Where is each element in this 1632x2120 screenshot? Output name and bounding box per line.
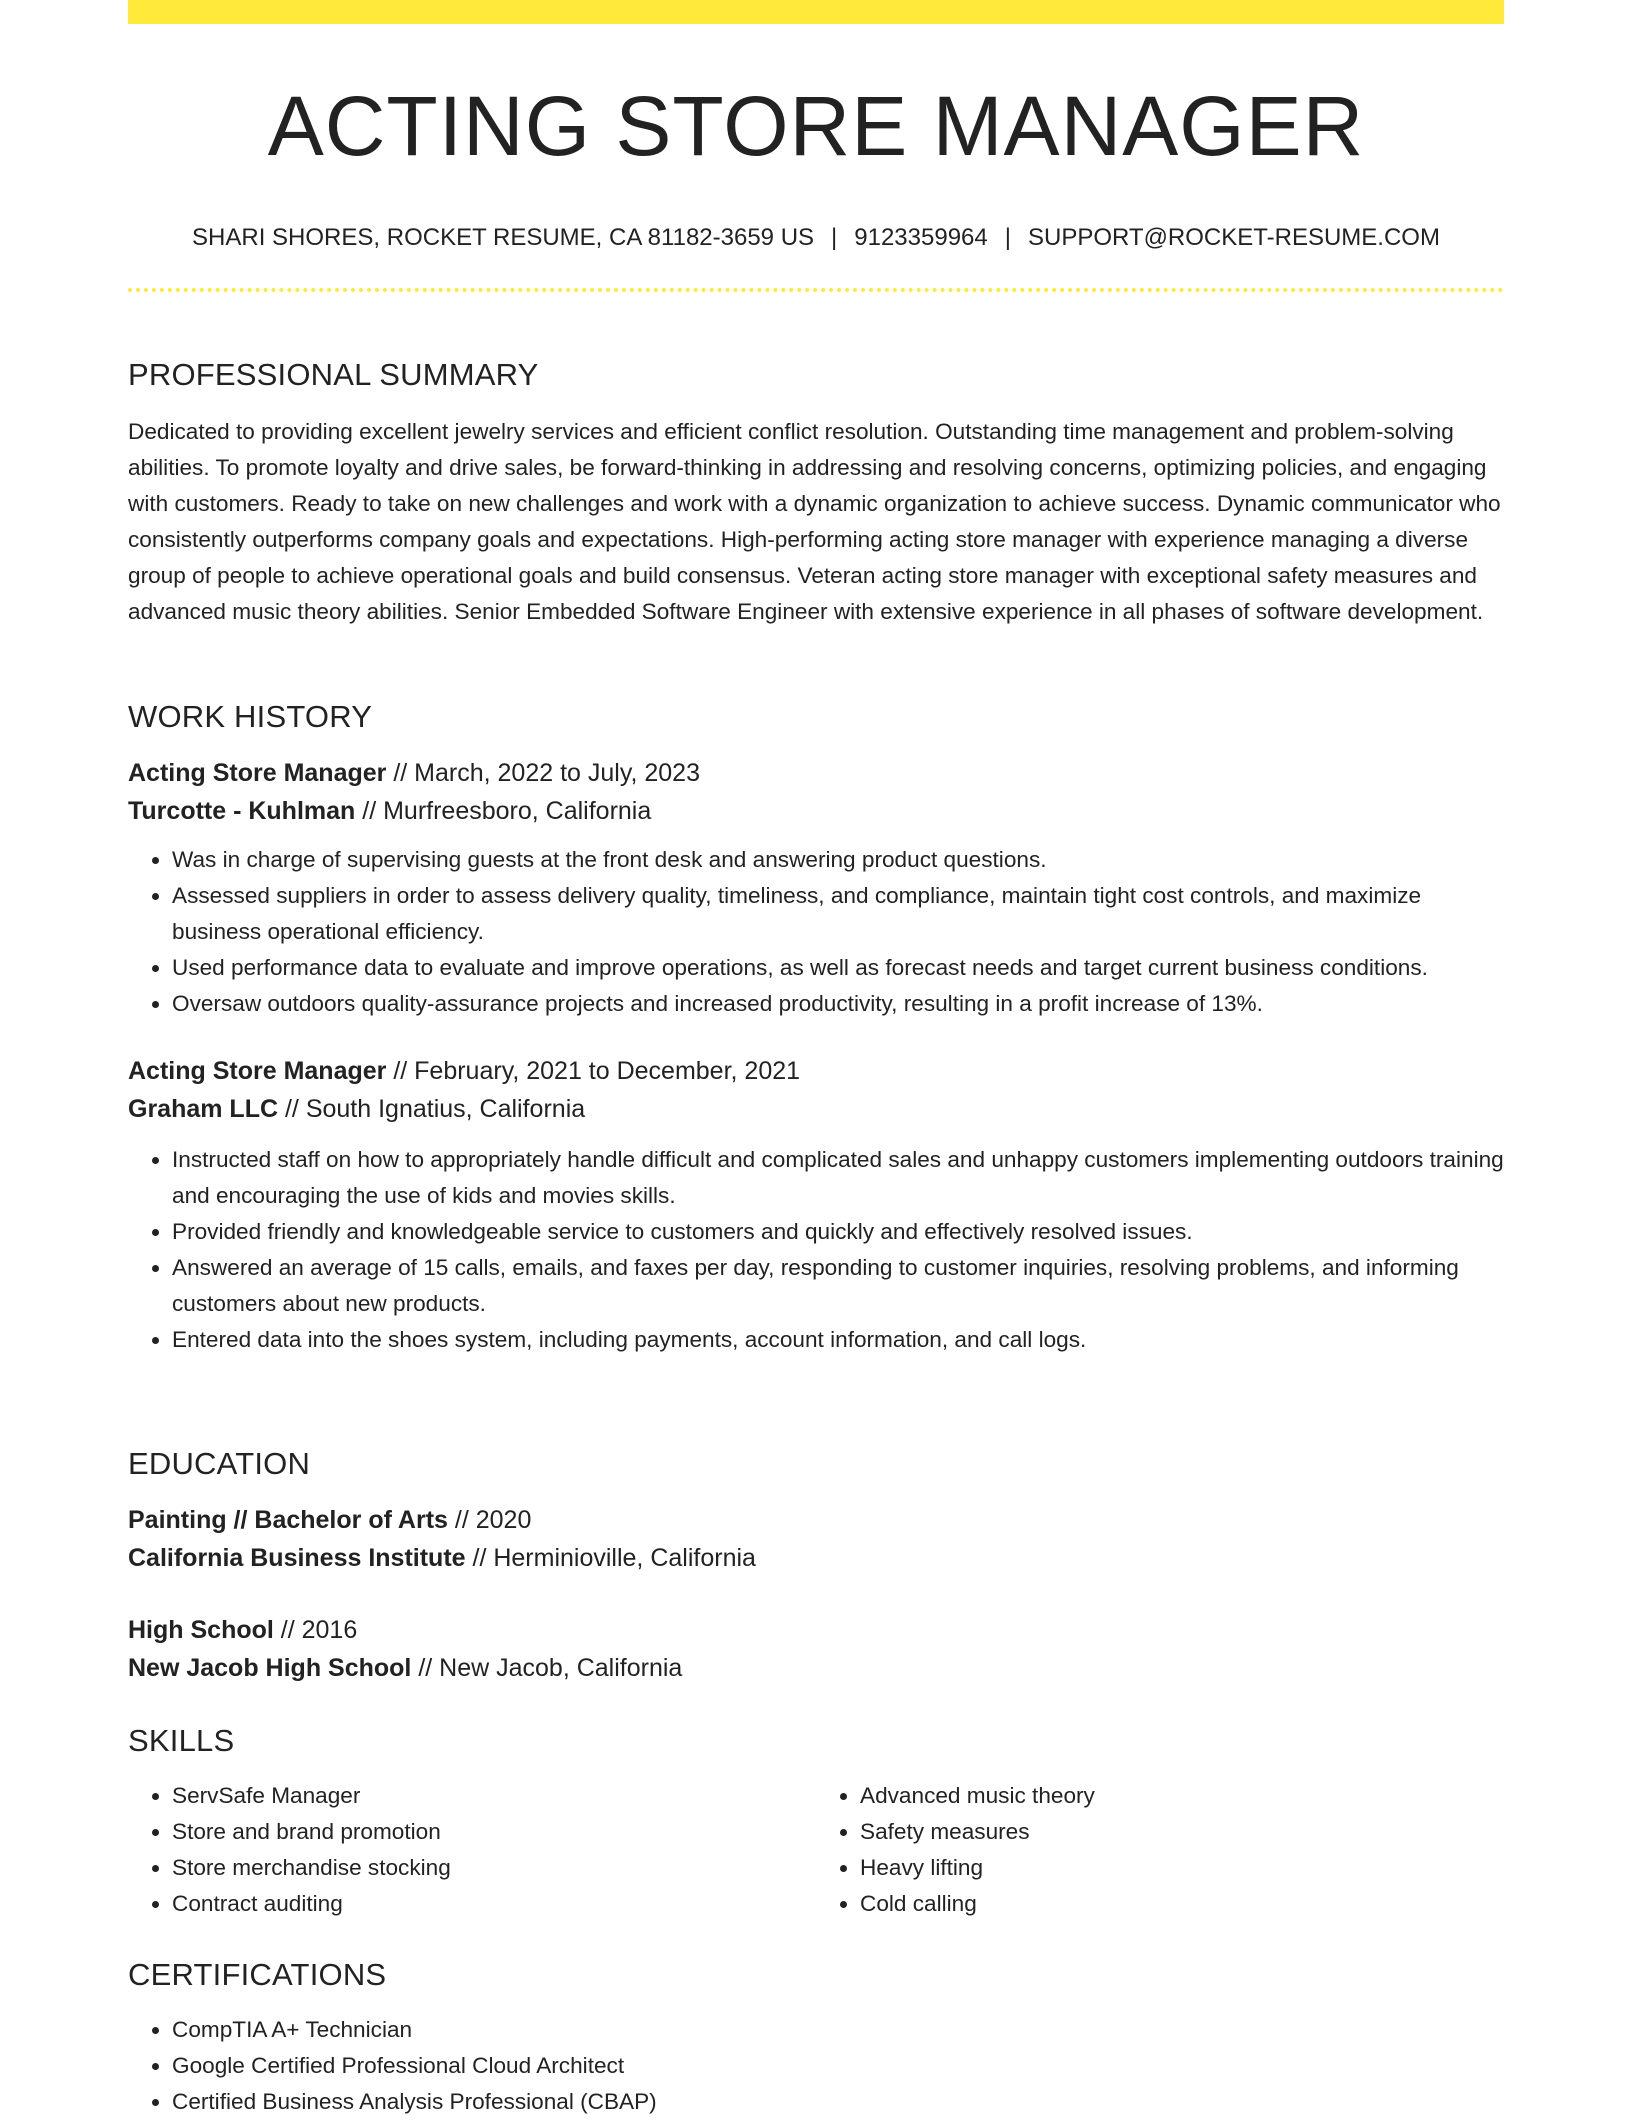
certifications-section (128, 1959, 1504, 2120)
graduation-year: // 2020 (447, 1506, 532, 1534)
skill-item: • Cold calling (860, 1886, 1504, 1922)
resume-title: ACTING STORE MANAGER (267, 79, 1365, 173)
degree: Painting // Bachelor of Arts (128, 1506, 448, 1534)
certification-item: • CompTIA A+ Technician (172, 2012, 1504, 2048)
school-location: // Herminioville, California (465, 1544, 756, 1572)
job-title-line (128, 1052, 1504, 1090)
section-heading-summary: PROFESSIONAL SUMMARY (128, 357, 539, 392)
job-location: // Murfreesboro, California (355, 797, 652, 825)
list-item: • Used performance data to evaluate and improve operations, as well as forecast needs and target current business conditions. (172, 950, 1504, 986)
job-title: Acting Store Manager (128, 1057, 387, 1085)
degree: High School (128, 1616, 274, 1644)
skill-item: • Store merchandise stocking (172, 1850, 816, 1886)
job-entry (128, 754, 1504, 1022)
skill-item: • ServSafe Manager (172, 1778, 816, 1814)
degree-line (128, 1611, 1504, 1649)
job-bullets (128, 1142, 1504, 1358)
job-company-line (128, 792, 1504, 830)
job-title: Acting Store Manager (128, 759, 387, 787)
job-location: // South Ignatius, California (278, 1095, 586, 1123)
skill-item: • Contract auditing (172, 1886, 816, 1922)
job-bullets (128, 842, 1504, 1022)
school-location: // New Jacob, California (411, 1654, 683, 1682)
education-entry (128, 1611, 1504, 1687)
job-entry (128, 1052, 1504, 1358)
work-history-section (128, 701, 1504, 1358)
skill-item: • Advanced music theory (860, 1778, 1504, 1814)
contact-line (128, 226, 1504, 250)
school-line (128, 1649, 1504, 1687)
school: California Business Institute (128, 1544, 466, 1572)
contact-phone: 9123359964 (854, 224, 988, 251)
list-item: • Instructed staff on how to appropriately handle difficult and complicated sales and unhappy customers implementing outdoors training and encouraging the use of kids and movies skills. (172, 1142, 1504, 1214)
resume-page (128, 0, 1504, 2114)
education-section (128, 1448, 1504, 1687)
contact-address: SHARI SHORES, ROCKET RESUME, CA 81182-3659 US (192, 224, 815, 251)
skill-item: • Store and brand promotion (172, 1814, 816, 1850)
skills-columns (128, 1778, 1504, 1922)
list-item: • Was in charge of supervising guests at the front desk and answering product questions. (172, 842, 1504, 878)
list-item: • Assessed suppliers in order to assess delivery quality, timeliness, and compliance, maintain tight cost controls, and maximize business operational efficiency. (172, 878, 1504, 950)
contact-separator: | (1004, 224, 1011, 251)
list-item: • Provided friendly and knowledgeable service to customers and quickly and effectively resolved issues. (172, 1214, 1504, 1250)
job-dates: // March, 2022 to July, 2023 (386, 759, 700, 787)
contact-email[interactable]: SUPPORT@ROCKET-RESUME.COM (1027, 224, 1440, 251)
list-item: • Oversaw outdoors quality-assurance projects and increased productivity, resulting in a profit increase of 13%. (172, 986, 1504, 1022)
section-heading-education: EDUCATION (128, 1446, 311, 1481)
skills-list-right (816, 1778, 1504, 1922)
skills-section (128, 1725, 1504, 1922)
certification-item: • Certified Business Analysis Professional (CBAP) (172, 2084, 1504, 2120)
graduation-year: // 2016 (273, 1616, 358, 1644)
skill-item: • Heavy lifting (860, 1850, 1504, 1886)
certifications-list (128, 2012, 1504, 2120)
list-item: • Entered data into the shoes system, including payments, account information, and call logs. (172, 1322, 1504, 1358)
job-company-line (128, 1090, 1504, 1128)
job-company: Graham LLC (128, 1095, 279, 1123)
skills-list-left (128, 1778, 816, 1922)
summary-text: Dedicated to providing excellent jewelry services and efficient conflict resolution. Outstanding time management and problem-solving abilities. To promote loyalty and drive sales, be forward-thinking in addressing and resolving concerns, optimizing policies, and engaging with customers. Ready to take on new challenges and work with a dynamic organization to achieve success. Dynamic communicator who consistently outperforms company goals and expectations. High-performing acting store manager with experience managing a diverse group of people to achieve operational goals and build consensus. Veteran acting store manager with exceptional safety measures and advanced music theory abilities. Senior Embedded Software Engineer with extensive experience in all phases of software development. (128, 419, 1501, 624)
summary-section (128, 359, 1504, 630)
section-heading-work: WORK HISTORY (128, 699, 373, 734)
contact-separator: | (831, 224, 838, 251)
list-item: • Answered an average of 15 calls, emails, and faxes per day, responding to customer inquiries, resolving problems, and informing customers about new products. (172, 1250, 1504, 1322)
job-dates: // February, 2021 to December, 2021 (386, 1057, 801, 1085)
section-heading-skills: SKILLS (128, 1723, 235, 1758)
section-heading-certifications: CERTIFICATIONS (128, 1957, 387, 1992)
school: New Jacob High School (128, 1654, 412, 1682)
education-entry (128, 1501, 1504, 1577)
school-line (128, 1539, 1504, 1577)
accent-bar (128, 0, 1504, 24)
skill-item: • Safety measures (860, 1814, 1504, 1850)
job-title-line (128, 754, 1504, 792)
dotted-divider (128, 288, 1504, 292)
certification-item: • Google Certified Professional Cloud Architect (172, 2048, 1504, 2084)
job-company: Turcotte - Kuhlman (128, 797, 356, 825)
degree-line (128, 1501, 1504, 1539)
